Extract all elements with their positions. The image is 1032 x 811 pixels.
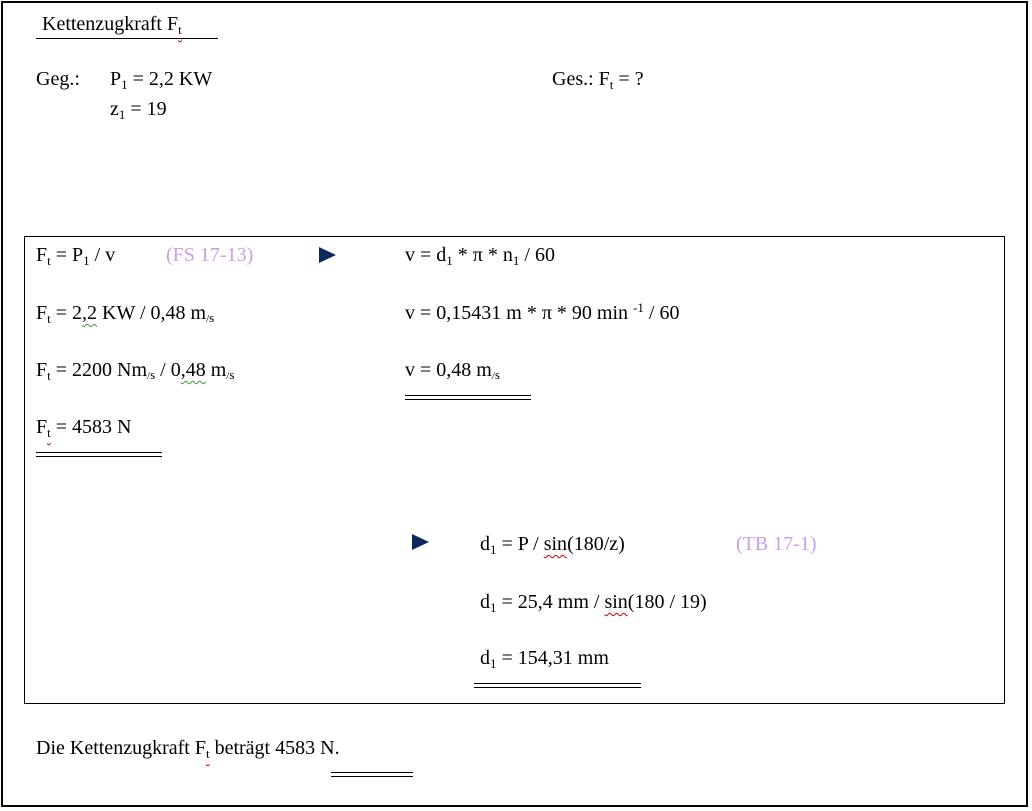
arrow-right-icon	[412, 534, 429, 550]
result-double-underline	[36, 452, 162, 457]
formula-reference-fs: (FS 17-13)	[166, 244, 254, 266]
velocity-result: v = 0,48 m/s	[405, 359, 500, 382]
given-power: $P_1 = 2,2$ KW	[110, 68, 213, 92]
diameter-result: $d_1 = 154,31$ mm	[480, 647, 609, 671]
velocity-formula: $v = d_1 * \pi * n_1 / 60$	[405, 244, 555, 268]
force-conversion: $F_t = 2200$ Nm/s / 0,48 m/s	[36, 359, 235, 383]
given-teeth: $z_1 = 19$	[110, 98, 167, 122]
unit-per-second: /s	[491, 367, 500, 382]
conclusion-double-underline	[331, 772, 413, 777]
given-label: Geg.:	[36, 68, 80, 90]
force-substitution: $F_t = 2,2$ KW / 0,48 m/s	[36, 302, 215, 326]
formula-reference-tb: (TB 17-1)	[736, 533, 817, 555]
unit-per-second: /s	[206, 310, 215, 325]
title-underline	[36, 38, 218, 39]
velocity-double-underline	[405, 395, 531, 400]
unit-per-second: /s	[147, 367, 156, 382]
page-title	[42, 13, 182, 35]
diameter-substitution: $d_1 = 25,4$ mm / sin(180 / 19)	[480, 591, 707, 615]
diameter-double-underline	[474, 683, 641, 688]
conclusion-sentence: Die Kettenzugkraft $F_t$ beträgt 4583 N.	[36, 737, 340, 761]
arrow-right-icon	[319, 247, 336, 263]
title-subscript: t	[178, 22, 182, 37]
title-text: Kettenzugkraft F	[42, 13, 179, 35]
force-result: $F_t = 4583$ N	[36, 416, 132, 440]
diameter-formula: $d_1 = P / \sin(180/z)$	[480, 533, 625, 557]
sought-value: Ges.: $F_t$ = ?	[552, 68, 644, 92]
velocity-substitution: v = 0,15431 m * π * 90 min $^{-1}$ / 60	[405, 300, 680, 324]
force-formula: $F_t = P_1 / v$	[36, 244, 116, 268]
unit-per-second: /s	[226, 367, 235, 382]
